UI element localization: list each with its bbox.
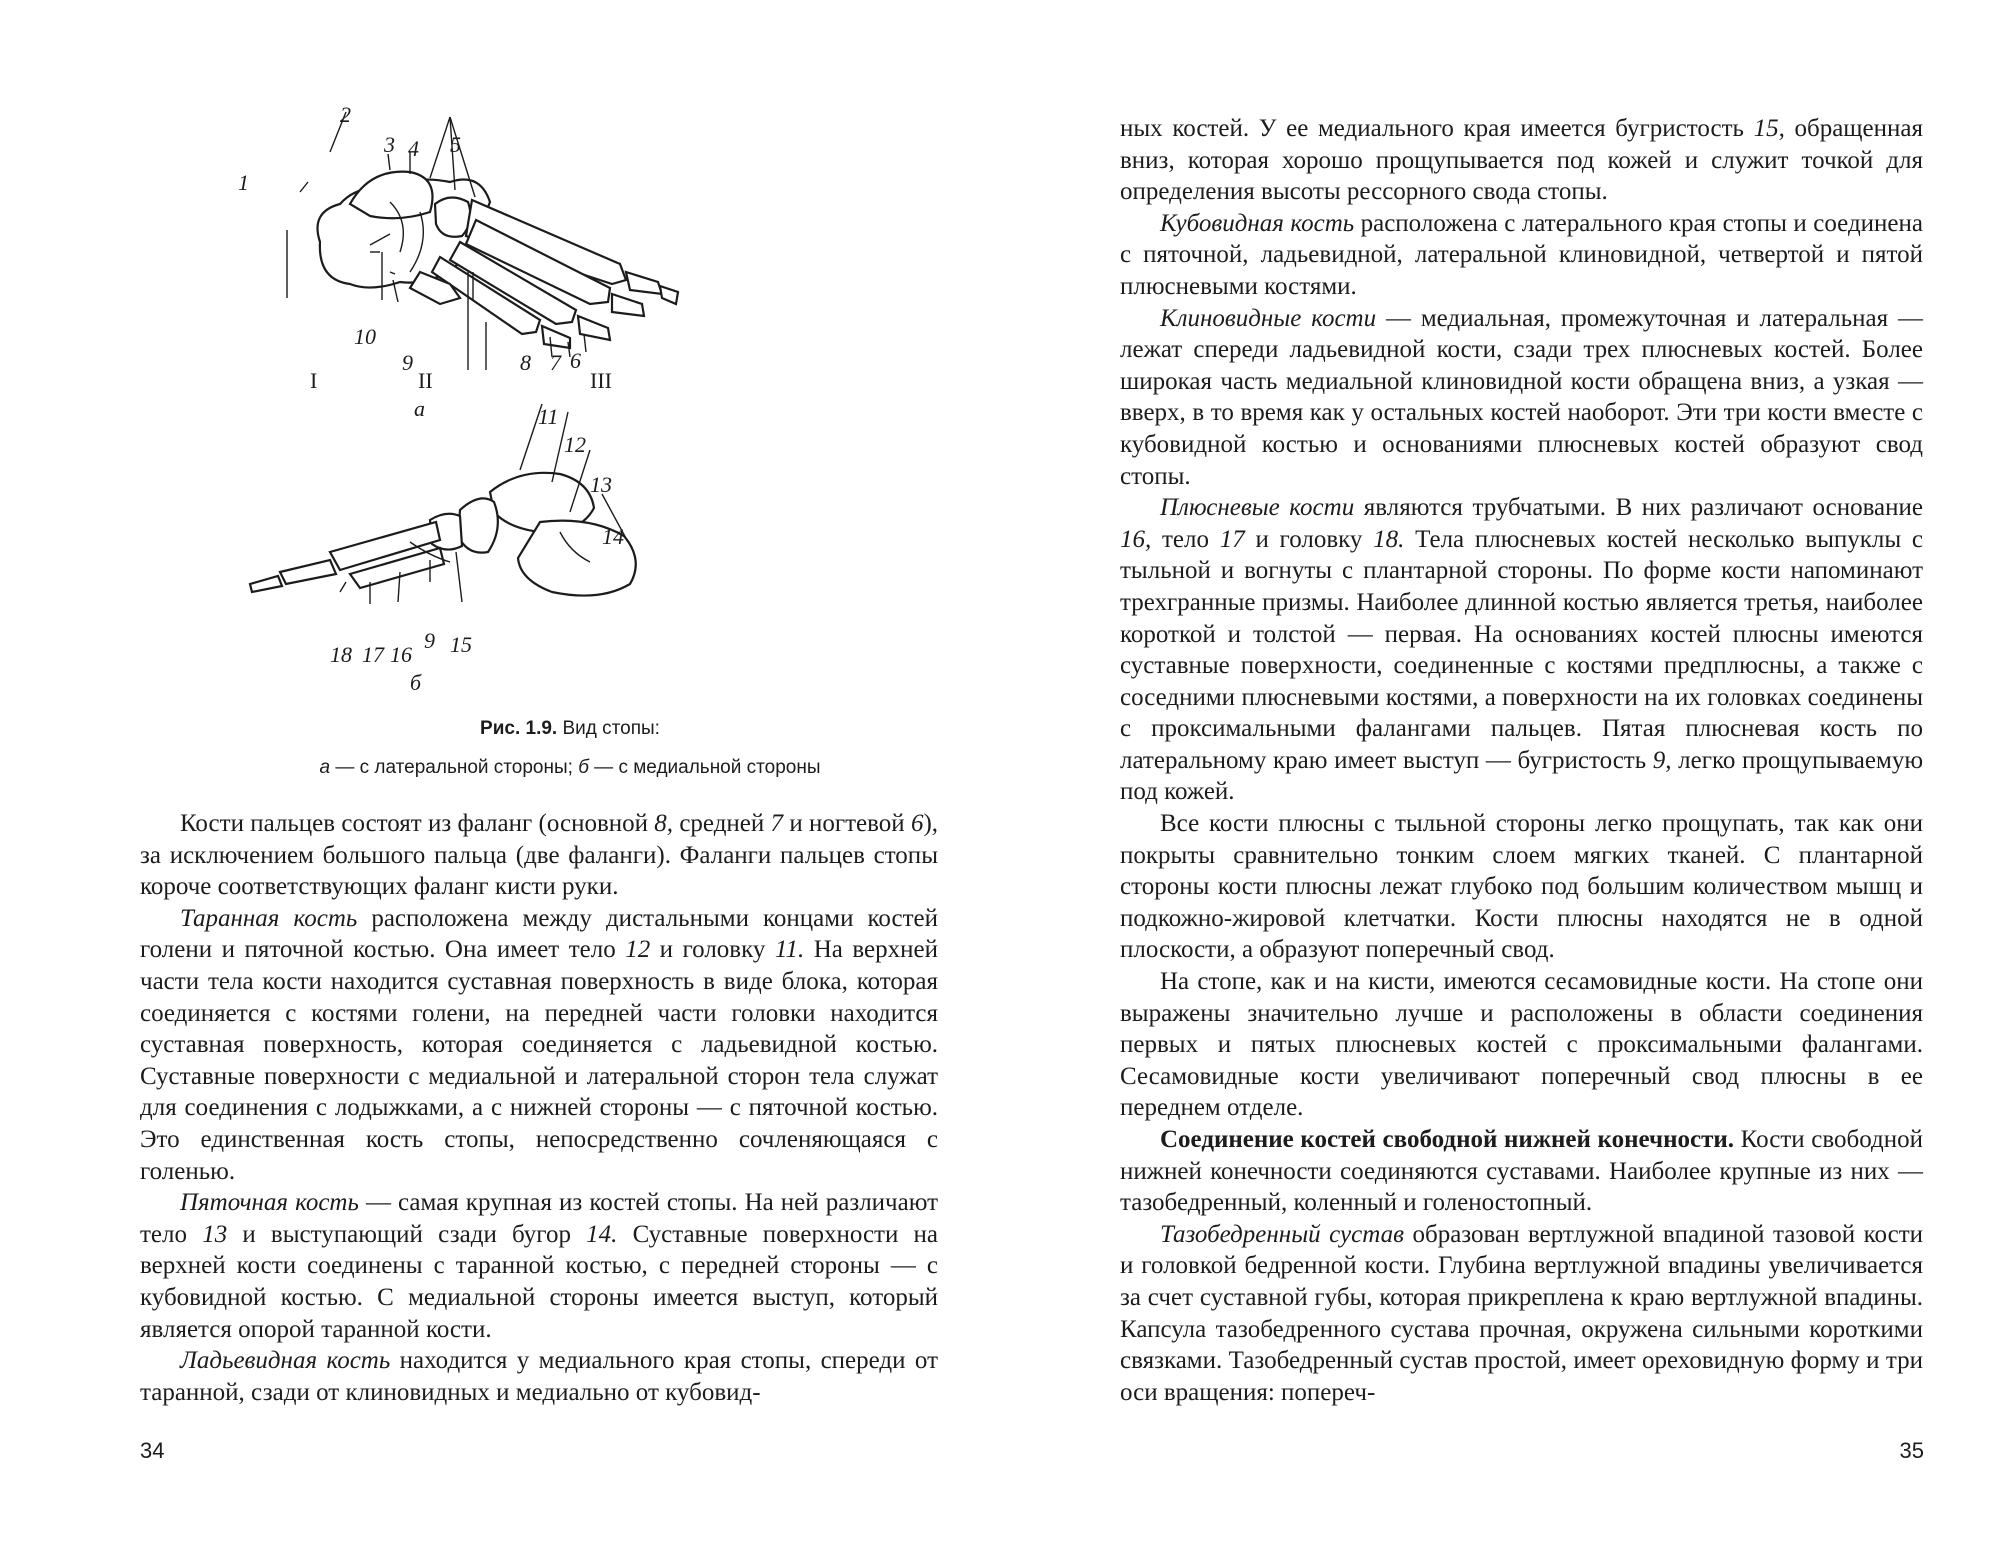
figure-title: Вид стопы: [557,718,660,739]
paragraph [140,808,938,903]
paragraph [1120,303,1923,493]
italic-term: 17 [1219,525,1245,553]
label-11: 11 [538,404,559,429]
page-number-left: 34 [140,1438,165,1463]
italic-term: 16, [1120,525,1152,553]
right-page [1000,0,2000,1553]
paragraph-text: На верхней части тела кости находится суставная поверхность в виде блока, которая соединяется с костями голени, на передней части головки находится суставная поверхность, которая соединяется с ладьевидной костью. Суставные поверхности с медиальной и латеральной сторон тела служат для соединения с лодыжками, а с нижней стороны — с пяточной костью. Это единственная кость стопы, непосредственно сочленяющаяся с голенью. [140,936,938,1185]
paragraph-text: средней [673,810,771,837]
paragraph [1120,492,1923,808]
italic-term: 8, [654,810,674,837]
paragraph [1120,1219,1923,1409]
figure-caption-title [290,718,850,740]
label-18: 18 [330,642,352,667]
italic-term: 15, [1753,115,1785,142]
label-16: 16 [390,642,412,667]
italic-term: 6 [910,810,924,837]
left-page-body [140,808,938,1408]
paragraph-text: обращенная вниз, которая хорошо прощупывается под кожей и служит точкой для определения высоты рессорного свода стопы. [1120,115,1924,206]
label-14: 14 [602,524,624,549]
sublabel-a: а [414,396,425,421]
paragraph-text: и выступающий сзади бугор [227,1220,587,1248]
label-8: 8 [520,350,531,375]
bold-heading: Соединение костей свободной нижней конечности. [1160,1126,1735,1153]
foot-illustration [238,102,850,712]
italic-term: 7 [770,810,784,837]
paragraph [140,1187,938,1345]
italic-term: 13 [202,1220,228,1248]
label-1: 1 [238,170,249,195]
label-4: 4 [408,136,419,161]
italic-term: Таранная кость [180,904,358,932]
region-label-III: III [590,368,612,393]
paragraph [1120,113,1923,208]
italic-term: Кубовидная кость [1160,209,1355,237]
sublabel-b: б [410,670,422,695]
italic-term: Тазобедренный сустав [1160,1220,1404,1248]
italic-term: 14. [586,1220,618,1248]
label-13: 13 [590,472,612,497]
label-17: 17 [362,642,384,667]
italic-term: 18. [1373,525,1405,553]
label-15: 15 [450,632,472,657]
paragraph [1120,208,1923,303]
paragraph-text: На стопе, как и на кисти, имеются сесамовидные кости. На стопе они выражены значительно лучше и расположены в области соединения первых и пятых плюсневых костей с проксимальными фалангами. Сесамовидные кости увеличивают поперечный свод плюсны в ее переднем отделе. [1120,968,1923,1122]
paragraph-text: ), за исключением большого пальца (две фаланги). Фаланги пальцев стопы короче соответствующих фаланг кисти руки. [140,810,939,901]
paragraph-text: Кости свободной нижней конечности соединяются суставами. Наиболее крупные из них — тазобедренный, коленный и голеностопный. [1120,1126,1923,1217]
italic-term: Пяточная кость [180,1189,359,1217]
label-9b: 9 [424,628,435,653]
figure-foot-bones [238,102,850,792]
paragraph-text: Кости пальцев состоят из фаланг (основной [180,810,655,837]
region-label-II: II [418,368,433,393]
figure-number: Рис. 1.9. [480,718,558,739]
page-number-right: 35 [1899,1438,1924,1463]
caption-text-a: — с латеральной стороны; [330,757,579,778]
italic-term: Клиновидные кости [1160,304,1377,332]
caption-letter-b: б [578,757,589,778]
paragraph-text: — самая крупная из костей стопы. На ней различают тело [140,1189,938,1248]
label-3: 3 [384,132,395,157]
paragraph-text: являются трубчатыми. В них различают основание [1354,494,1923,522]
label-10: 10 [354,324,376,349]
paragraph-text: и головку [650,936,775,964]
paragraph [1120,808,1923,966]
region-label-I: I [310,368,318,393]
italic-term: 12 [625,936,651,964]
paragraph-text: расположена с латерального края стопы и соединена с пяточной, ладьевидной, латеральной клиновидной, четвертой и пятой плюсневыми костями. [1120,209,1923,300]
paragraph-text: — медиальная, промежуточная и латеральная — лежат спереди ладьевидной кости, сзади трех плюсневых костей. Более широкая часть медиальной клиновидной кости обращена вниз, а узкая — вверх, в то время как у остальных костей наоборот. Эти три кости вместе с кубовидной костью и основаниями плюсневых костей образуют свод стопы. [1120,304,1924,490]
label-5: 5 [450,132,461,157]
paragraph-text: тело [1151,525,1220,553]
label-9: 9 [402,350,413,375]
paragraph-text: Все кости плюсны с тыльной стороны легко прощупать, так как они покрыты сравнительно тонким слоем мягких тканей. С плантарной стороны кости плюсны лежат глубоко под большим количеством мышц и подкожно-жировой клетчатки. Кости плюсны находятся не в одной плоскости, а образуют поперечный свод. [1120,810,1923,964]
paragraph-text: образован вертлужной впадиной тазовой кости и головкой бедренной кости. Глубина вертлужной впадины увеличивается за счет суставной губы, которая прикреплена к краю вертлужной впадины. Капсула тазобедренного сустава прочная, окружена сильными короткими связками. Тазобедренный сустав простой, имеет ореховидную форму и три оси вращения: попереч- [1120,1220,1923,1406]
paragraph [140,1345,938,1408]
paragraph-text: Тела плюсневых костей несколько выпуклы с тыльной и вогнуты с плантарной стороны. По форме кости напоминают трехгранные призмы. Наиболее длинной костью является третья, наиболее короткой и толстой — первая. На основаниях костей плюсны имеются суставные поверхности, соединенные с костями предплюсны, а также с соседними плюсневыми костями, а поверхности на их головках соединены с проксимальными фалангами пальцев. Пятая плюсневая кость по латеральному краю имеет выступ — бугристость [1120,525,1923,774]
paragraph [140,903,938,1187]
italic-term: 11. [774,936,805,964]
figure-caption-description [290,757,850,779]
paragraph-text: ных костей. У ее медиального края имеется бугристость [1120,115,1754,142]
paragraph-text: и ногтевой [783,810,911,837]
label-6: 6 [570,348,581,373]
paragraph [1120,966,1923,1124]
caption-letter-a: а [319,757,331,778]
paragraph-text: и головку [1244,525,1374,553]
right-page-body [1120,113,1923,1408]
label-7: 7 [550,350,561,375]
foot-view-a-drawing [287,112,678,370]
caption-text-b: — с медиальной стороны [588,757,821,778]
italic-term: 9, [1652,746,1672,774]
italic-term: Ладьевидная кость [180,1347,391,1375]
paragraph [1120,1124,1923,1219]
label-2: 2 [340,102,351,127]
paragraph-text: Суставные поверхности на верхней кости соединены с таранной костью, с передней стороны — с кубовидной костью. С медиальной стороны имеется выступ, который является опорой таранной кости. [140,1220,939,1343]
paragraph-text: находится у медиального края стопы, спереди от таранной, сзади от клиновидных и медиально от кубовид- [140,1347,939,1406]
label-12: 12 [564,432,586,457]
paragraph-text: легко прощупываемую под кожей. [1120,746,1923,806]
italic-term: Плюсневые кости [1160,494,1355,522]
paragraph-text: расположена между дистальными концами костей голени и пяточной костью. Она имеет тело [140,904,939,964]
